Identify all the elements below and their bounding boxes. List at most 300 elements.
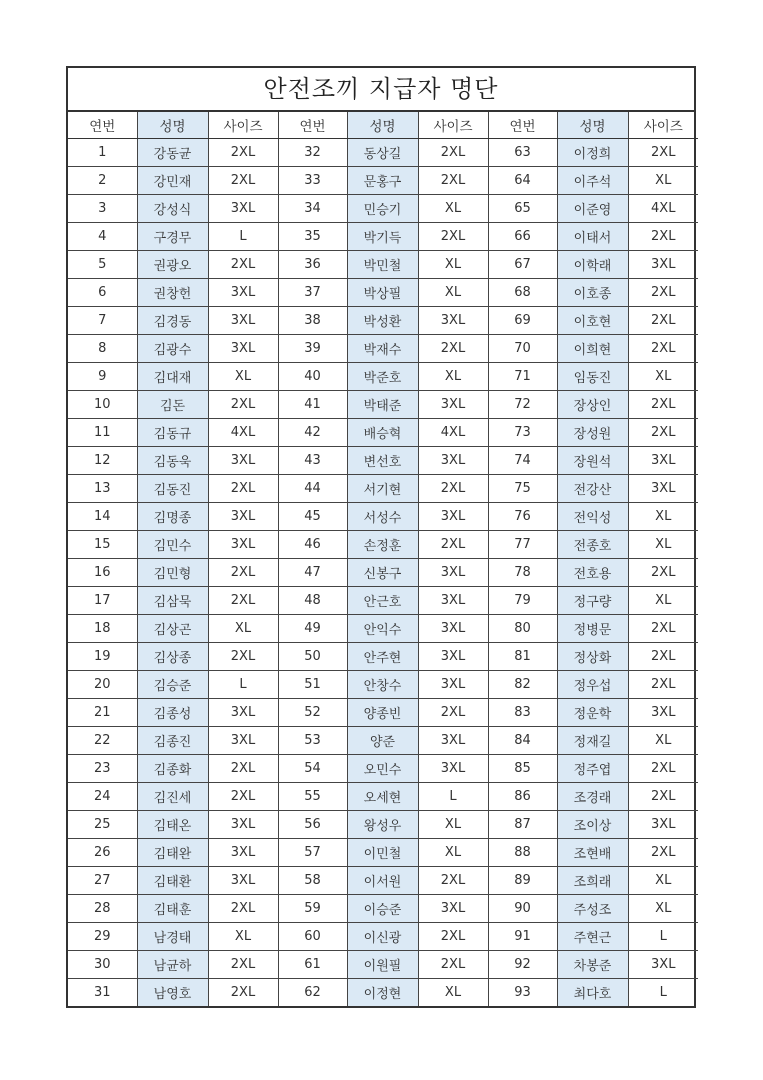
size-cell: XL — [418, 839, 488, 867]
size-cell: 3XL — [208, 699, 278, 727]
size-cell: 3XL — [418, 587, 488, 615]
size-cell: 3XL — [208, 307, 278, 335]
name-cell: 이호현 — [557, 307, 628, 335]
serial-number-cell: 58 — [278, 867, 347, 895]
table-row — [68, 783, 698, 811]
table-row — [68, 531, 698, 559]
name-cell: 김동규 — [137, 419, 208, 447]
name-cell: 주현근 — [557, 923, 628, 951]
document-title: 안전조끼 지급자 명단 — [68, 68, 694, 112]
name-cell: 변선호 — [347, 447, 418, 475]
size-cell: 2XL — [208, 895, 278, 923]
name-cell: 장상인 — [557, 391, 628, 419]
name-cell: 강성식 — [137, 195, 208, 223]
size-cell: 2XL — [628, 139, 698, 167]
name-cell: 조경래 — [557, 783, 628, 811]
size-cell: 3XL — [418, 671, 488, 699]
size-cell: 3XL — [418, 559, 488, 587]
serial-number-cell: 68 — [488, 279, 557, 307]
table-row — [68, 195, 698, 223]
size-cell: 3XL — [628, 951, 698, 979]
serial-number-cell: 2 — [68, 167, 137, 195]
size-cell: 2XL — [208, 951, 278, 979]
table-row — [68, 727, 698, 755]
serial-number-cell: 77 — [488, 531, 557, 559]
size-cell: 2XL — [208, 167, 278, 195]
size-cell: 3XL — [418, 615, 488, 643]
size-cell: 2XL — [628, 615, 698, 643]
roster-table — [68, 112, 698, 1006]
table-row — [68, 223, 698, 251]
size-cell: 3XL — [628, 699, 698, 727]
serial-number-cell: 44 — [278, 475, 347, 503]
name-cell: 권광오 — [137, 251, 208, 279]
name-cell: 김대재 — [137, 363, 208, 391]
serial-number-cell: 66 — [488, 223, 557, 251]
name-cell: 이주석 — [557, 167, 628, 195]
size-cell: 2XL — [628, 419, 698, 447]
name-cell: 배승혁 — [347, 419, 418, 447]
name-cell: 이신광 — [347, 923, 418, 951]
serial-number-cell: 16 — [68, 559, 137, 587]
size-cell: 4XL — [208, 419, 278, 447]
serial-number-cell: 14 — [68, 503, 137, 531]
serial-number-cell: 19 — [68, 643, 137, 671]
serial-number-cell: 55 — [278, 783, 347, 811]
serial-number-cell: 71 — [488, 363, 557, 391]
serial-number-cell: 67 — [488, 251, 557, 279]
name-cell: 이준영 — [557, 195, 628, 223]
size-cell: XL — [628, 503, 698, 531]
name-cell: 최다호 — [557, 979, 628, 1007]
serial-number-cell: 42 — [278, 419, 347, 447]
serial-number-cell: 35 — [278, 223, 347, 251]
name-cell: 서기현 — [347, 475, 418, 503]
name-cell: 정운학 — [557, 699, 628, 727]
serial-number-cell: 80 — [488, 615, 557, 643]
name-cell: 조희래 — [557, 867, 628, 895]
size-cell: 2XL — [208, 783, 278, 811]
serial-number-cell: 6 — [68, 279, 137, 307]
name-cell: 김상곤 — [137, 615, 208, 643]
size-cell: XL — [628, 867, 698, 895]
size-cell: 3XL — [418, 503, 488, 531]
header-no-3: 연번 — [488, 112, 557, 139]
serial-number-cell: 64 — [488, 167, 557, 195]
table-row — [68, 335, 698, 363]
header-name-3: 성명 — [557, 112, 628, 139]
size-cell: L — [208, 223, 278, 251]
serial-number-cell: 74 — [488, 447, 557, 475]
size-cell: XL — [418, 979, 488, 1007]
serial-number-cell: 54 — [278, 755, 347, 783]
header-no-2: 연번 — [278, 112, 347, 139]
table-row — [68, 503, 698, 531]
table-row — [68, 475, 698, 503]
size-cell: 2XL — [628, 335, 698, 363]
table-row — [68, 755, 698, 783]
serial-number-cell: 39 — [278, 335, 347, 363]
name-cell: 안주현 — [347, 643, 418, 671]
serial-number-cell: 45 — [278, 503, 347, 531]
name-cell: 김동진 — [137, 475, 208, 503]
name-cell: 권창헌 — [137, 279, 208, 307]
name-cell: 정구량 — [557, 587, 628, 615]
serial-number-cell: 8 — [68, 335, 137, 363]
size-cell: 3XL — [208, 727, 278, 755]
serial-number-cell: 47 — [278, 559, 347, 587]
name-cell: 김태온 — [137, 811, 208, 839]
size-cell: XL — [208, 615, 278, 643]
size-cell: XL — [628, 167, 698, 195]
size-cell: L — [628, 923, 698, 951]
size-cell: 3XL — [628, 475, 698, 503]
serial-number-cell: 89 — [488, 867, 557, 895]
table-row — [68, 979, 698, 1007]
size-cell: 3XL — [208, 531, 278, 559]
name-cell: 손정훈 — [347, 531, 418, 559]
name-cell: 양준 — [347, 727, 418, 755]
table-row — [68, 167, 698, 195]
name-cell: 이정희 — [557, 139, 628, 167]
serial-number-cell: 30 — [68, 951, 137, 979]
table-row — [68, 615, 698, 643]
table-row — [68, 811, 698, 839]
table-row — [68, 251, 698, 279]
serial-number-cell: 60 — [278, 923, 347, 951]
serial-number-cell: 5 — [68, 251, 137, 279]
name-cell: 남영호 — [137, 979, 208, 1007]
name-cell: 박기득 — [347, 223, 418, 251]
name-cell: 김광수 — [137, 335, 208, 363]
name-cell: 이호종 — [557, 279, 628, 307]
serial-number-cell: 25 — [68, 811, 137, 839]
name-cell: 이원필 — [347, 951, 418, 979]
serial-number-cell: 1 — [68, 139, 137, 167]
size-cell: 3XL — [418, 447, 488, 475]
name-cell: 김돈 — [137, 391, 208, 419]
size-cell: XL — [628, 895, 698, 923]
serial-number-cell: 23 — [68, 755, 137, 783]
size-cell: XL — [418, 363, 488, 391]
size-cell: L — [418, 783, 488, 811]
size-cell: 4XL — [418, 419, 488, 447]
name-cell: 이학래 — [557, 251, 628, 279]
name-cell: 박재수 — [347, 335, 418, 363]
size-cell: XL — [418, 279, 488, 307]
serial-number-cell: 43 — [278, 447, 347, 475]
name-cell: 김삼묵 — [137, 587, 208, 615]
size-cell: 2XL — [208, 251, 278, 279]
name-cell: 안근호 — [347, 587, 418, 615]
size-cell: 3XL — [628, 447, 698, 475]
name-cell: 전종호 — [557, 531, 628, 559]
name-cell: 강민재 — [137, 167, 208, 195]
serial-number-cell: 69 — [488, 307, 557, 335]
header-size-2: 사이즈 — [418, 112, 488, 139]
size-cell: 3XL — [418, 307, 488, 335]
serial-number-cell: 18 — [68, 615, 137, 643]
name-cell: 남경태 — [137, 923, 208, 951]
name-cell: 안창수 — [347, 671, 418, 699]
serial-number-cell: 29 — [68, 923, 137, 951]
name-cell: 민승기 — [347, 195, 418, 223]
size-cell: 2XL — [418, 951, 488, 979]
size-cell: 2XL — [208, 139, 278, 167]
header-size-3: 사이즈 — [628, 112, 698, 139]
size-cell: 2XL — [208, 979, 278, 1007]
serial-number-cell: 13 — [68, 475, 137, 503]
size-cell: 3XL — [628, 811, 698, 839]
serial-number-cell: 73 — [488, 419, 557, 447]
name-cell: 안익수 — [347, 615, 418, 643]
name-cell: 김종진 — [137, 727, 208, 755]
serial-number-cell: 41 — [278, 391, 347, 419]
serial-number-cell: 15 — [68, 531, 137, 559]
table-row — [68, 447, 698, 475]
size-cell: 2XL — [628, 307, 698, 335]
size-cell: L — [208, 671, 278, 699]
serial-number-cell: 92 — [488, 951, 557, 979]
serial-number-cell: 53 — [278, 727, 347, 755]
size-cell: 2XL — [628, 671, 698, 699]
name-cell: 김종성 — [137, 699, 208, 727]
name-cell: 박준호 — [347, 363, 418, 391]
serial-number-cell: 63 — [488, 139, 557, 167]
name-cell: 차봉준 — [557, 951, 628, 979]
serial-number-cell: 75 — [488, 475, 557, 503]
name-cell: 박성환 — [347, 307, 418, 335]
name-cell: 이태서 — [557, 223, 628, 251]
name-cell: 조이상 — [557, 811, 628, 839]
name-cell: 남균하 — [137, 951, 208, 979]
name-cell: 박민철 — [347, 251, 418, 279]
name-cell: 전강산 — [557, 475, 628, 503]
name-cell: 박상필 — [347, 279, 418, 307]
name-cell: 정주엽 — [557, 755, 628, 783]
size-cell: 2XL — [628, 279, 698, 307]
size-cell: 3XL — [418, 643, 488, 671]
size-cell: XL — [628, 727, 698, 755]
serial-number-cell: 36 — [278, 251, 347, 279]
size-cell: XL — [418, 811, 488, 839]
serial-number-cell: 31 — [68, 979, 137, 1007]
serial-number-cell: 37 — [278, 279, 347, 307]
name-cell: 조현배 — [557, 839, 628, 867]
serial-number-cell: 48 — [278, 587, 347, 615]
size-cell: 3XL — [418, 755, 488, 783]
serial-number-cell: 40 — [278, 363, 347, 391]
serial-number-cell: 12 — [68, 447, 137, 475]
serial-number-cell: 88 — [488, 839, 557, 867]
name-cell: 양종빈 — [347, 699, 418, 727]
name-cell: 임동진 — [557, 363, 628, 391]
size-cell: 2XL — [418, 335, 488, 363]
header-name-2: 성명 — [347, 112, 418, 139]
name-cell: 이승준 — [347, 895, 418, 923]
name-cell: 김종화 — [137, 755, 208, 783]
size-cell: 2XL — [208, 587, 278, 615]
table-row — [68, 951, 698, 979]
size-cell: 2XL — [418, 923, 488, 951]
name-cell: 동상길 — [347, 139, 418, 167]
header-name-1: 성명 — [137, 112, 208, 139]
size-cell: 2XL — [418, 867, 488, 895]
size-cell: 3XL — [208, 503, 278, 531]
name-cell: 전익성 — [557, 503, 628, 531]
name-cell: 이정현 — [347, 979, 418, 1007]
size-cell: 3XL — [208, 811, 278, 839]
serial-number-cell: 21 — [68, 699, 137, 727]
serial-number-cell: 46 — [278, 531, 347, 559]
size-cell: 2XL — [628, 783, 698, 811]
serial-number-cell: 76 — [488, 503, 557, 531]
size-cell: XL — [418, 195, 488, 223]
table-row — [68, 391, 698, 419]
size-cell: 3XL — [418, 727, 488, 755]
serial-number-cell: 83 — [488, 699, 557, 727]
name-cell: 이민철 — [347, 839, 418, 867]
serial-number-cell: 20 — [68, 671, 137, 699]
size-cell: 3XL — [208, 279, 278, 307]
size-cell: 3XL — [418, 391, 488, 419]
serial-number-cell: 26 — [68, 839, 137, 867]
serial-number-cell: 49 — [278, 615, 347, 643]
serial-number-cell: 11 — [68, 419, 137, 447]
size-cell: 2XL — [418, 139, 488, 167]
size-cell: 2XL — [628, 559, 698, 587]
name-cell: 정병문 — [557, 615, 628, 643]
table-row — [68, 279, 698, 307]
serial-number-cell: 17 — [68, 587, 137, 615]
size-cell: 3XL — [418, 895, 488, 923]
serial-number-cell: 84 — [488, 727, 557, 755]
name-cell: 김태환 — [137, 867, 208, 895]
size-cell: 2XL — [208, 475, 278, 503]
table-row — [68, 419, 698, 447]
serial-number-cell: 52 — [278, 699, 347, 727]
name-cell: 강동균 — [137, 139, 208, 167]
size-cell: 2XL — [208, 559, 278, 587]
serial-number-cell: 85 — [488, 755, 557, 783]
size-cell: 2XL — [418, 699, 488, 727]
size-cell: 3XL — [208, 867, 278, 895]
size-cell: 2XL — [418, 531, 488, 559]
size-cell: 2XL — [628, 643, 698, 671]
header-no-1: 연번 — [68, 112, 137, 139]
name-cell: 구경무 — [137, 223, 208, 251]
size-cell: 3XL — [208, 447, 278, 475]
size-cell: 2XL — [418, 475, 488, 503]
table-row — [68, 139, 698, 167]
table-row — [68, 587, 698, 615]
size-cell: 2XL — [628, 839, 698, 867]
table-row — [68, 923, 698, 951]
serial-number-cell: 87 — [488, 811, 557, 839]
serial-number-cell: 9 — [68, 363, 137, 391]
serial-number-cell: 33 — [278, 167, 347, 195]
size-cell: XL — [418, 251, 488, 279]
name-cell: 주성조 — [557, 895, 628, 923]
serial-number-cell: 28 — [68, 895, 137, 923]
name-cell: 정재길 — [557, 727, 628, 755]
serial-number-cell: 24 — [68, 783, 137, 811]
table-row — [68, 643, 698, 671]
table-row — [68, 699, 698, 727]
size-cell: 2XL — [418, 223, 488, 251]
header-row — [68, 112, 698, 139]
serial-number-cell: 56 — [278, 811, 347, 839]
size-cell: 3XL — [208, 195, 278, 223]
serial-number-cell: 78 — [488, 559, 557, 587]
name-cell: 이서원 — [347, 867, 418, 895]
size-cell: 2XL — [628, 391, 698, 419]
table-row — [68, 363, 698, 391]
name-cell: 김상종 — [137, 643, 208, 671]
size-cell: XL — [628, 363, 698, 391]
serial-number-cell: 72 — [488, 391, 557, 419]
size-cell: 2XL — [628, 755, 698, 783]
name-cell: 김진세 — [137, 783, 208, 811]
size-cell: 3XL — [208, 335, 278, 363]
size-cell: XL — [628, 587, 698, 615]
serial-number-cell: 4 — [68, 223, 137, 251]
size-cell: XL — [208, 923, 278, 951]
serial-number-cell: 90 — [488, 895, 557, 923]
name-cell: 왕성우 — [347, 811, 418, 839]
name-cell: 문홍구 — [347, 167, 418, 195]
name-cell: 오민수 — [347, 755, 418, 783]
serial-number-cell: 70 — [488, 335, 557, 363]
roster-sheet — [66, 66, 696, 1008]
name-cell: 김민형 — [137, 559, 208, 587]
serial-number-cell: 57 — [278, 839, 347, 867]
serial-number-cell: 91 — [488, 923, 557, 951]
serial-number-cell: 7 — [68, 307, 137, 335]
name-cell: 이희현 — [557, 335, 628, 363]
serial-number-cell: 27 — [68, 867, 137, 895]
table-row — [68, 307, 698, 335]
name-cell: 김태훈 — [137, 895, 208, 923]
serial-number-cell: 82 — [488, 671, 557, 699]
size-cell: XL — [628, 531, 698, 559]
serial-number-cell: 3 — [68, 195, 137, 223]
size-cell: 3XL — [208, 839, 278, 867]
name-cell: 박태준 — [347, 391, 418, 419]
name-cell: 신봉구 — [347, 559, 418, 587]
size-cell: 2XL — [208, 643, 278, 671]
serial-number-cell: 65 — [488, 195, 557, 223]
name-cell: 김승준 — [137, 671, 208, 699]
table-row — [68, 559, 698, 587]
size-cell: L — [628, 979, 698, 1007]
size-cell: 2XL — [418, 167, 488, 195]
table-row — [68, 895, 698, 923]
name-cell: 오세현 — [347, 783, 418, 811]
serial-number-cell: 81 — [488, 643, 557, 671]
serial-number-cell: 38 — [278, 307, 347, 335]
roster-body — [68, 139, 698, 1007]
table-row — [68, 867, 698, 895]
serial-number-cell: 22 — [68, 727, 137, 755]
table-row — [68, 671, 698, 699]
size-cell: 4XL — [628, 195, 698, 223]
serial-number-cell: 86 — [488, 783, 557, 811]
serial-number-cell: 10 — [68, 391, 137, 419]
size-cell: XL — [208, 363, 278, 391]
size-cell: 3XL — [628, 251, 698, 279]
name-cell: 장원석 — [557, 447, 628, 475]
